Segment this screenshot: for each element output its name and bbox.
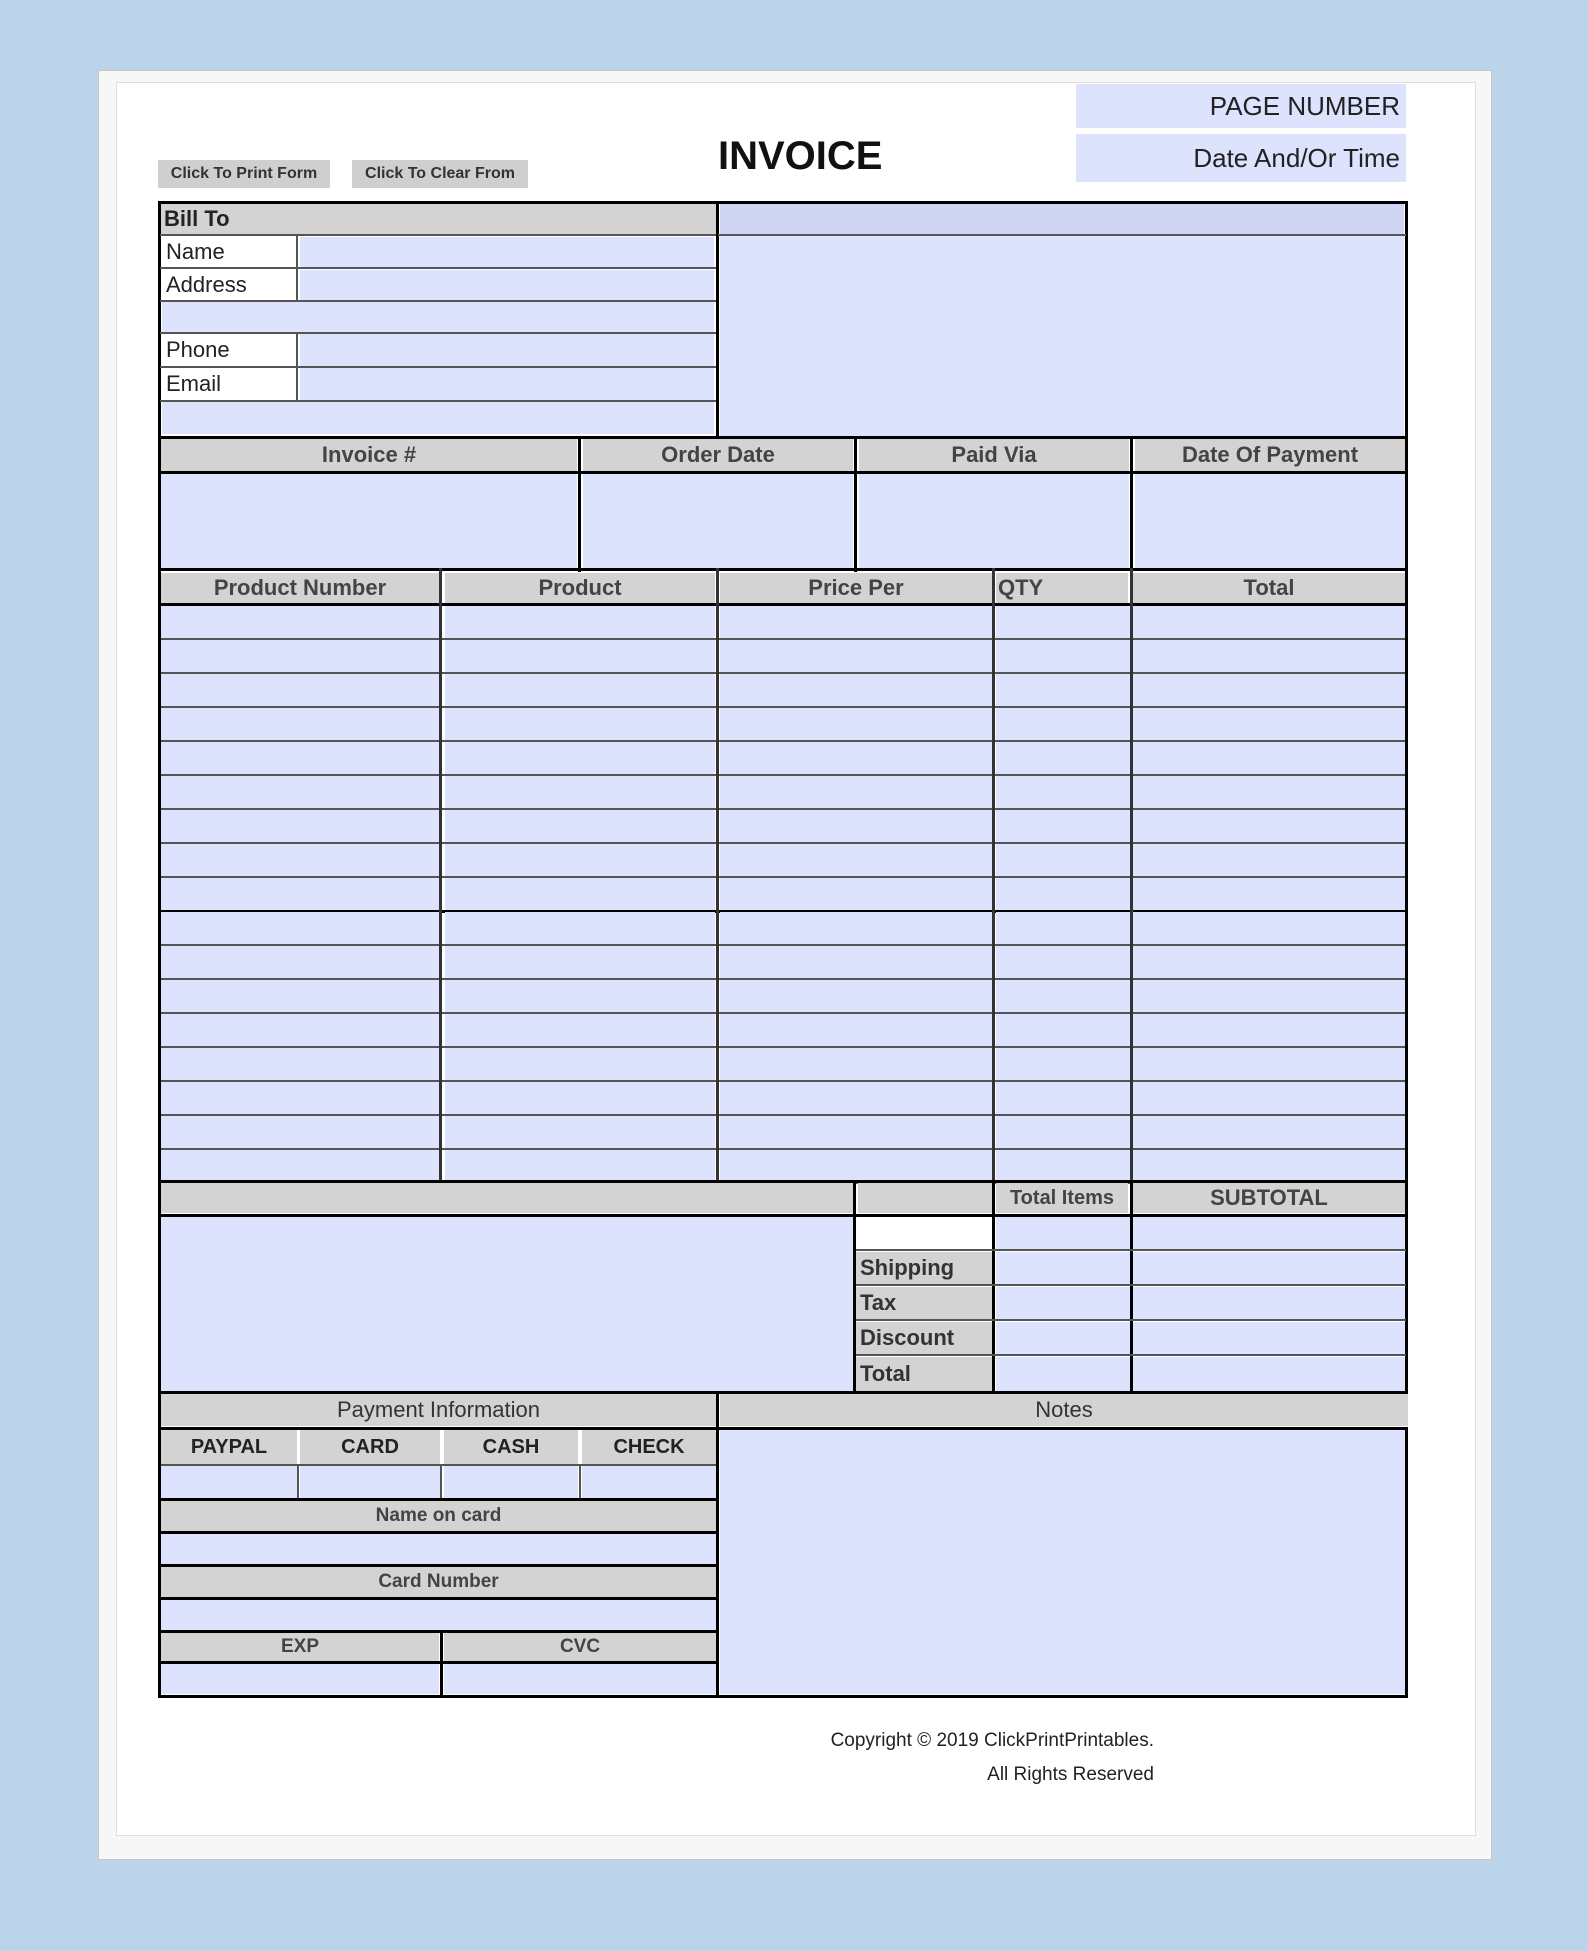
total-cell[interactable] [1133, 1014, 1405, 1046]
divider [158, 1695, 1408, 1698]
total-cell[interactable] [1133, 980, 1405, 1012]
totals-label-header [858, 1183, 992, 1213]
product-number-cell[interactable] [161, 776, 439, 808]
cvc-header: CVC [444, 1633, 716, 1661]
rights-text: All Rights Reserved [987, 1764, 1154, 1785]
divider [1130, 1180, 1133, 1394]
payment-info-header: Payment Information [161, 1394, 716, 1426]
divider [854, 436, 857, 572]
print-form-button[interactable]: Click To Print Form [158, 160, 330, 188]
total-cell[interactable] [1133, 1082, 1405, 1114]
paid-via-field[interactable] [859, 474, 1129, 568]
page-title: INVOICE [718, 134, 883, 178]
product-number-cell[interactable] [161, 980, 439, 1012]
cvc-field[interactable] [444, 1664, 716, 1694]
product-number-cell[interactable] [161, 1048, 439, 1080]
qty-cell[interactable] [996, 844, 1130, 876]
qty-cell[interactable] [996, 742, 1130, 774]
card-number-header: Card Number [161, 1567, 716, 1597]
check-label: CHECK [582, 1430, 716, 1464]
qty-cell[interactable] [996, 1048, 1130, 1080]
product-cell[interactable] [445, 708, 715, 740]
qty-cell[interactable] [996, 946, 1130, 978]
qty-cell[interactable] [996, 640, 1130, 672]
divider [160, 267, 716, 269]
notes-field[interactable] [720, 1430, 1406, 1694]
divider [1405, 436, 1408, 572]
divider [578, 436, 581, 572]
product-cell[interactable] [445, 674, 715, 706]
divider [716, 201, 719, 439]
divider [716, 1391, 719, 1698]
comments-header [161, 1183, 853, 1213]
divider [856, 1319, 1406, 1321]
divider [856, 1249, 1406, 1251]
exp-header: EXP [161, 1633, 439, 1661]
total-cell[interactable] [1133, 912, 1405, 944]
notes-header: Notes [720, 1394, 1408, 1426]
exp-field[interactable] [161, 1664, 439, 1694]
divider [716, 568, 719, 1182]
tax-field[interactable] [1133, 1287, 1405, 1319]
total-cell[interactable] [1133, 674, 1405, 706]
qty-cell[interactable] [996, 1150, 1130, 1182]
address-field[interactable] [300, 270, 714, 300]
price-per-cell[interactable] [720, 708, 992, 740]
invoice-number-field[interactable] [161, 474, 577, 568]
product-number-cell[interactable] [161, 708, 439, 740]
qty-header: QTY [996, 573, 1128, 603]
total-header: Total [1133, 573, 1405, 603]
product-cell[interactable] [445, 742, 715, 774]
ship-to-field[interactable] [720, 236, 1404, 436]
tax-qty-field[interactable] [996, 1287, 1130, 1319]
divider [1405, 1180, 1408, 1394]
divider [160, 1464, 718, 1466]
total-cell[interactable] [1133, 1116, 1405, 1148]
product-cell[interactable] [445, 878, 715, 910]
divider [160, 300, 716, 302]
divider [856, 1354, 1406, 1356]
price-per-cell[interactable] [720, 878, 992, 910]
product-cell[interactable] [445, 776, 715, 808]
product-cell[interactable] [445, 1150, 715, 1182]
divider [160, 234, 716, 236]
name-on-card-header: Name on card [161, 1501, 716, 1531]
total-items-field[interactable] [996, 1217, 1130, 1249]
qty-cell[interactable] [996, 1082, 1130, 1114]
invoice-number-header: Invoice # [161, 439, 577, 471]
total-cell[interactable] [1133, 946, 1405, 978]
name-field[interactable] [300, 237, 714, 267]
divider [296, 332, 298, 402]
divider [1405, 1427, 1408, 1698]
product-number-cell[interactable] [161, 1082, 439, 1114]
card-label: CARD [300, 1430, 440, 1464]
shipping-qty-field[interactable] [996, 1252, 1130, 1284]
clear-form-button[interactable]: Click To Clear From [352, 160, 528, 188]
product-number-cell[interactable] [161, 606, 439, 638]
shipping-label: Shipping [856, 1252, 992, 1284]
discount-label: Discount [856, 1322, 992, 1354]
copyright-text: Copyright © 2019 ClickPrintPrintables. [830, 1730, 1154, 1751]
cash-label: CASH [444, 1430, 578, 1464]
price-per-cell[interactable] [720, 1116, 992, 1148]
divider [297, 1464, 299, 1500]
divider [579, 1464, 581, 1500]
divider [1130, 568, 1133, 1182]
qty-cell[interactable] [996, 708, 1130, 740]
divider [158, 1391, 161, 1698]
product-cell[interactable] [445, 606, 715, 638]
price-per-cell[interactable] [720, 946, 992, 978]
price-per-cell[interactable] [720, 980, 992, 1012]
qty-cell[interactable] [996, 606, 1130, 638]
qty-cell[interactable] [996, 878, 1130, 910]
check-field[interactable] [582, 1466, 716, 1498]
divider [158, 201, 1408, 204]
total-cell[interactable] [1133, 1048, 1405, 1080]
product-number-cell[interactable] [161, 1014, 439, 1046]
divider [853, 1180, 856, 1394]
product-number-cell[interactable] [161, 1150, 439, 1182]
total-cell[interactable] [1133, 810, 1405, 842]
price-per-cell[interactable] [720, 1150, 992, 1182]
divider [440, 1633, 443, 1695]
price-per-cell[interactable] [720, 1082, 992, 1114]
product-cell[interactable] [445, 844, 715, 876]
product-cell[interactable] [445, 640, 715, 672]
divider [718, 234, 1406, 236]
card-field[interactable] [300, 1466, 440, 1498]
divider [160, 332, 716, 334]
divider [158, 1180, 161, 1394]
product-number-cell[interactable] [161, 742, 439, 774]
paid-via-header: Paid Via [859, 439, 1129, 471]
divider [1405, 568, 1408, 1182]
total-cell[interactable] [1133, 708, 1405, 740]
price-per-cell[interactable] [720, 1048, 992, 1080]
price-per-header: Price Per [720, 573, 992, 603]
qty-cell[interactable] [996, 1014, 1130, 1046]
grand-total-qty-field[interactable] [996, 1357, 1130, 1391]
divider [158, 568, 161, 1182]
discount-field[interactable] [1133, 1322, 1405, 1354]
address-label: Address [162, 270, 296, 300]
product-number-cell[interactable] [161, 946, 439, 978]
total-cell[interactable] [1133, 640, 1405, 672]
total-cell[interactable] [1133, 606, 1405, 638]
divider [1130, 436, 1133, 572]
product-number-cell[interactable] [161, 810, 439, 842]
product-number-cell[interactable] [161, 844, 439, 876]
product-number-header: Product Number [161, 573, 439, 603]
product-cell[interactable] [445, 912, 715, 944]
subtotal-header: SUBTOTAL [1133, 1183, 1405, 1213]
price-per-cell[interactable] [720, 776, 992, 808]
bill-to-label: Bill To [164, 206, 230, 231]
divider [296, 234, 298, 302]
qty-cell[interactable] [996, 674, 1130, 706]
totals-blank-cell [856, 1217, 992, 1249]
date-of-payment-header: Date Of Payment [1135, 439, 1405, 471]
product-cell[interactable] [445, 1048, 715, 1080]
price-per-cell[interactable] [720, 810, 992, 842]
product-cell[interactable] [445, 946, 715, 978]
qty-cell[interactable] [996, 980, 1130, 1012]
divider [992, 1180, 995, 1394]
shipping-field[interactable] [1133, 1252, 1405, 1284]
product-number-cell[interactable] [161, 912, 439, 944]
product-number-cell[interactable] [161, 878, 439, 910]
card-number-field[interactable] [161, 1600, 716, 1630]
price-per-cell[interactable] [720, 674, 992, 706]
total-cell[interactable] [1133, 776, 1405, 808]
product-number-cell[interactable] [161, 1116, 439, 1148]
total-cell[interactable] [1133, 878, 1405, 910]
product-header: Product [445, 573, 715, 603]
divider [992, 568, 995, 1182]
price-per-cell[interactable] [720, 742, 992, 774]
paypal-field[interactable] [161, 1466, 297, 1498]
bill-to-extra-field[interactable] [162, 402, 714, 434]
divider [158, 436, 161, 572]
divider [160, 366, 716, 368]
comments-field[interactable] [161, 1217, 853, 1391]
price-per-cell[interactable] [720, 640, 992, 672]
phone-field[interactable] [300, 334, 714, 366]
date-of-payment-field[interactable] [1135, 474, 1405, 568]
tax-label: Tax [856, 1287, 992, 1319]
name-label: Name [162, 237, 296, 267]
email-label: Email [162, 368, 296, 400]
qty-cell[interactable] [996, 776, 1130, 808]
product-cell[interactable] [445, 1082, 715, 1114]
divider [856, 1284, 1406, 1286]
name-on-card-field[interactable] [161, 1534, 716, 1564]
total-cell[interactable] [1133, 1150, 1405, 1182]
divider [440, 1464, 442, 1500]
product-cell[interactable] [445, 1014, 715, 1046]
product-cell[interactable] [445, 810, 715, 842]
total-cell[interactable] [1133, 742, 1405, 774]
discount-qty-field[interactable] [996, 1322, 1130, 1354]
price-per-cell[interactable] [720, 606, 992, 638]
cash-field[interactable] [444, 1466, 578, 1498]
product-cell[interactable] [445, 980, 715, 1012]
total-cell[interactable] [1133, 844, 1405, 876]
price-per-cell[interactable] [720, 912, 992, 944]
qty-cell[interactable] [996, 810, 1130, 842]
page-number-field[interactable]: PAGE NUMBER [1076, 84, 1406, 128]
qty-cell[interactable] [996, 912, 1130, 944]
phone-label: Phone [162, 334, 296, 366]
grand-total-label: Total [856, 1357, 992, 1391]
qty-cell[interactable] [996, 1116, 1130, 1148]
product-cell[interactable] [445, 1116, 715, 1148]
grand-total-field[interactable] [1133, 1357, 1405, 1391]
email-field[interactable] [300, 368, 714, 400]
order-date-field[interactable] [583, 474, 853, 568]
address-line2-field[interactable] [162, 302, 714, 332]
divider [439, 568, 442, 1182]
subtotal-field[interactable] [1133, 1217, 1405, 1249]
divider [1405, 201, 1408, 439]
divider [158, 568, 1408, 571]
total-items-header: Total Items [996, 1183, 1128, 1213]
date-time-field[interactable]: Date And/Or Time [1076, 134, 1406, 182]
product-number-cell[interactable] [161, 674, 439, 706]
divider [160, 400, 716, 402]
order-date-header: Order Date [583, 439, 853, 471]
divider [158, 201, 161, 439]
product-number-cell[interactable] [161, 640, 439, 672]
price-per-cell[interactable] [720, 844, 992, 876]
price-per-cell[interactable] [720, 1014, 992, 1046]
ship-to-header-field[interactable] [720, 204, 1404, 234]
paypal-label: PAYPAL [161, 1430, 297, 1464]
